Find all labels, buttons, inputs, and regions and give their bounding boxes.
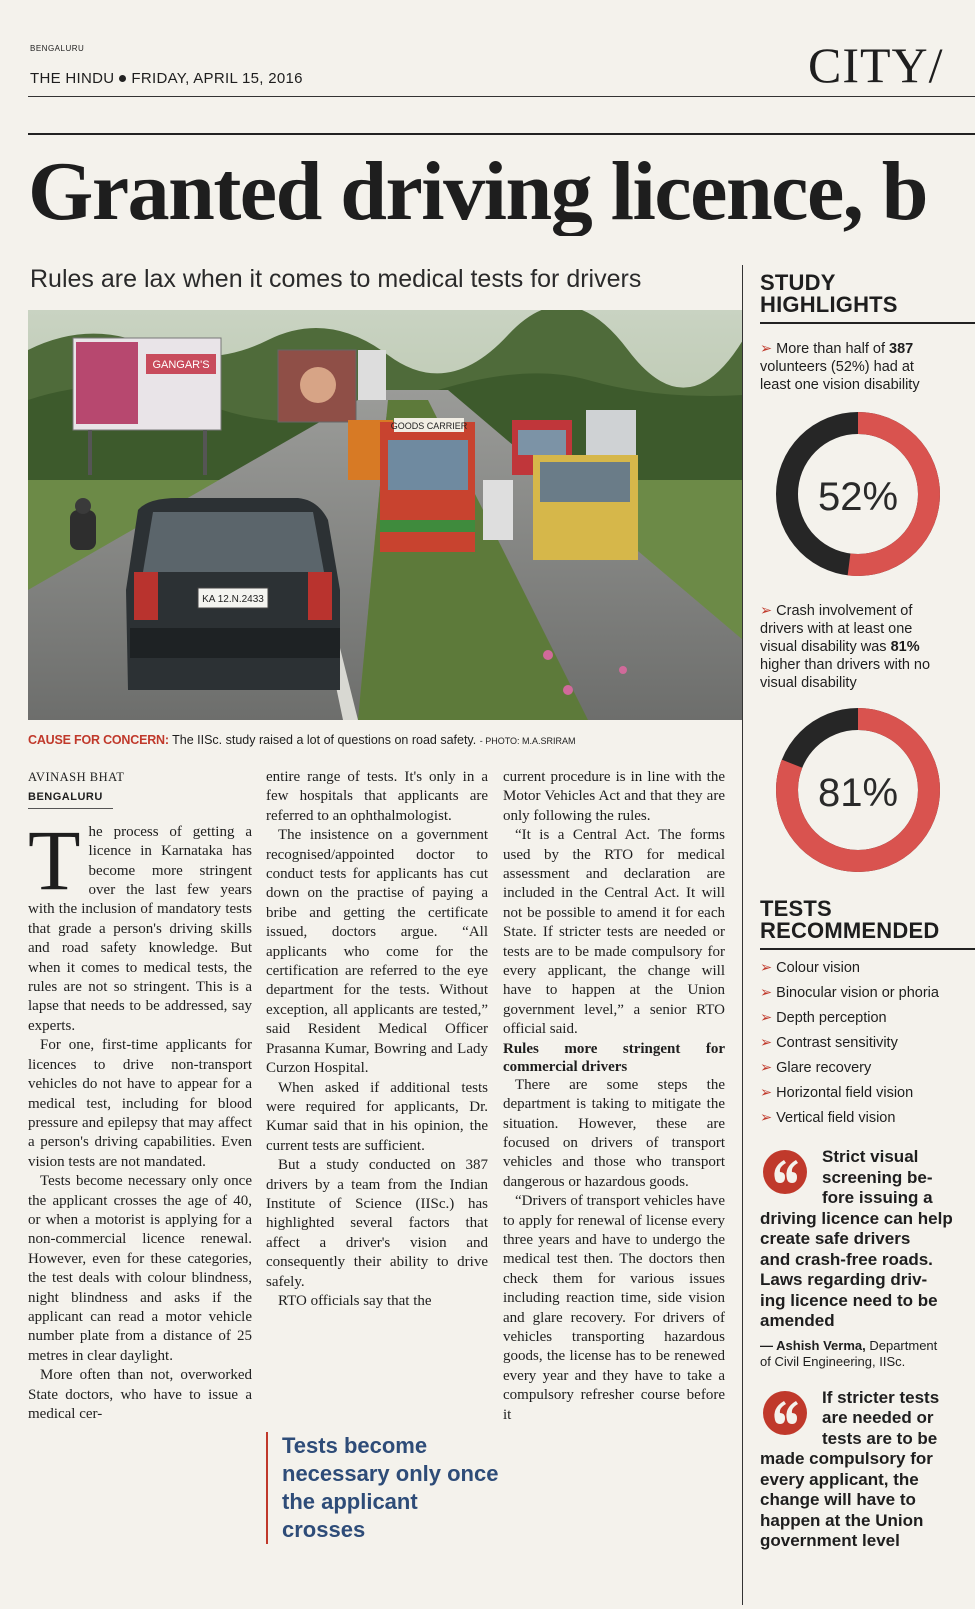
issue-date: FRIDAY, APRIL 15, 2016 [131, 70, 303, 87]
list-item: ➢ Contrast sensitivity [760, 1035, 898, 1051]
paragraph: But a study conducted on 387 drivers by a team from the Indian Institute of Science (IISc.) has highlighted several factors that affect a driver's vision and consequently their ability to drive safely. [266, 1157, 488, 1290]
paragraph: For one, first-time applicants for licences to drive non-transport vehicles do not have to appear for a medical test, including for blood pressure and epilepsy that may affect a person's driving capabilities. Even vision tests are not mandated. [28, 1037, 252, 1170]
masthead-dateline [30, 70, 303, 87]
drop-cap: T [28, 811, 81, 908]
caption-lead: CAUSE FOR CONCERN: [28, 733, 169, 747]
tests-recommended-title: TESTS RECOMMENDED [760, 896, 940, 943]
article-column-1 [28, 768, 252, 1424]
quote-mark-icon [762, 1149, 808, 1195]
quote-attribution: — Ashish Verma, Department of Civil Engineering, IISc. [760, 1337, 938, 1369]
headline: Granted driving licence, b [28, 148, 927, 237]
subhead: Rules more stringent for commercial drivers [503, 1040, 725, 1075]
news-photo [28, 310, 743, 720]
headline-rule [28, 133, 975, 135]
paragraph: More often than not, overworked State doctors, who have to issue a medical cer- [28, 1367, 252, 1422]
paragraph: “Drivers of transport vehicles have to apply for renewal of license every three years and have to undergo the medical test then. The doctors then check them for various issues including reaction time, side vision and glare recovery. For drivers of vehicles transporting hazardous goods, the license has to be renewed every year and they have to take a compulsory refresher course before it [503, 1193, 725, 1423]
study-highlights-title: STUDY HIGHLIGHTS [760, 270, 898, 317]
quote-text: If stricter tests are needed or tests are to be made compulsory for every applicant, the change will have to happen at the Union government level [760, 1387, 940, 1550]
section-name: CITY/ [808, 37, 944, 93]
quote-2 [760, 1388, 975, 1552]
list-item: ➢ Vertical field vision [760, 1110, 896, 1126]
caption-text: The IISc. study raised a lot of questions on road safety. [172, 733, 477, 747]
donut-chart-81 [760, 696, 975, 886]
arrow-icon: ➢ [760, 1010, 773, 1026]
deck: Rules are lax when it comes to medical tests for drivers [30, 265, 642, 293]
pull-quote: Tests become necessary only once the applicant crosses [266, 1432, 504, 1544]
list-item: ➢ Colour vision [760, 960, 860, 976]
billboard-text: GANGAR'S [152, 359, 210, 371]
edition-label: BENGALURU [30, 44, 85, 53]
paragraph: The process of getting a licence in Karnataka has become more stringent over the last few years with the inclusion of mandatory tests that grade a person's driving skills and road safety knowledge. But when it comes to medical tests, the rules are not so stringent. This is a lapse that needs to be addressed, say experts. [28, 811, 252, 1034]
arrow-icon: ➢ [760, 1085, 773, 1101]
paragraph: The insistence on a government recognised/appointed doctor to conduct tests for applicants has cut down on the practise of paying a bribe and getting the certificate issued, doctors argue. “All applicants who come for the certification are referred to the eye department for the tests. Without exception, all applicants are tested,” said Resident Medical Officer Prasanna Kumar, Bowring and Lady Curzon Hospital. [266, 827, 488, 1077]
title-rule [760, 948, 975, 950]
masthead-rule [28, 96, 975, 97]
donut-chart-52 [760, 398, 975, 588]
arrow-icon: ➢ [760, 985, 773, 1001]
byline: AVINASH BHAT [28, 770, 125, 784]
highlight-2: ➢ Crash involvement of drivers with at least one visual disability was 81% higher than drivers with no visual disability [760, 603, 931, 691]
bullet-icon [119, 75, 126, 82]
paragraph: “It is a Central Act. The forms used by the RTO for medical assessment and declaration are included in the Central Act. It will not be possible to amend it for each State. If stricter tests are needed or tests are to be made compulsory for every applicant, the change will have to happen at the Union government level,” a senior RTO official said. [503, 827, 725, 1038]
plate-text: KA 12.N.2433 [202, 594, 264, 605]
quote-text: Strict visual screening be- fore issuing a driving licence can help create safe drivers and crash-free roads. Laws regarding driv- ing licence need to be amended [760, 1147, 953, 1330]
donut-label: 52% [817, 475, 899, 519]
arrow-icon: ➢ [760, 1060, 773, 1076]
paragraph: Tests become necessary only once the applicant crosses the age of 40, or when a motorist is applying for a non-commercial licence renewal. However, even for these categories, the test deals with colour blindness, night blindness and asks if the applicant can read a motor vehicle number plate from a distance of 25 metres in clear daylight. [28, 1173, 252, 1364]
highway-scene [28, 310, 743, 720]
sidebar-rule [742, 265, 743, 1605]
paragraph: There are some steps the department is taking to mitigate the situation. However, these are focused on drivers of transport vehicles and those who transport dangerous or hazardous goods. [503, 1076, 725, 1190]
title-rule [760, 322, 975, 324]
paper-name: THE HINDU [30, 70, 115, 87]
list-item: ➢ Depth perception [760, 1010, 887, 1026]
arrow-icon: ➢ [760, 1035, 773, 1051]
photo-caption [28, 733, 743, 747]
photo-credit: - PHOTO: M.A.SRIRAM [479, 736, 576, 746]
article-column-2 [266, 768, 488, 1311]
arrow-icon: ➢ [760, 341, 773, 357]
arrow-icon: ➢ [760, 960, 773, 976]
paragraph: When asked if additional tests were required for applicants, Dr. Kumar said that in his opinion, the current tests are sufficient. [266, 1079, 488, 1154]
highlight-1: ➢ More than half of 387 volunteers (52%) had at least one vision disability [760, 341, 920, 393]
article-column-3 [503, 768, 725, 1425]
quote-1 [760, 1147, 975, 1370]
arrow-icon: ➢ [760, 603, 773, 619]
list-item: ➢ Glare recovery [760, 1060, 872, 1076]
paragraph: entire range of tests. It's only in a few hospitals that applicants are referred to an ophthalmologist. [266, 769, 488, 824]
article-dateline: BENGALURU [28, 788, 113, 808]
list-item: ➢ Horizontal field vision [760, 1085, 914, 1101]
truck-sign: GOODS CARRIER [390, 421, 468, 431]
paragraph: current procedure is in line with the Motor Vehicles Act and that they are only following the rules. [503, 769, 725, 824]
list-item: ➢ Binocular vision or phoria [760, 985, 939, 1001]
tests-list [760, 956, 975, 1131]
donut-label: 81% [817, 771, 899, 815]
arrow-icon: ➢ [760, 1110, 773, 1126]
sidebar [760, 272, 975, 1552]
quote-mark-icon [762, 1390, 808, 1436]
paragraph: RTO officials say that the [278, 1292, 432, 1309]
